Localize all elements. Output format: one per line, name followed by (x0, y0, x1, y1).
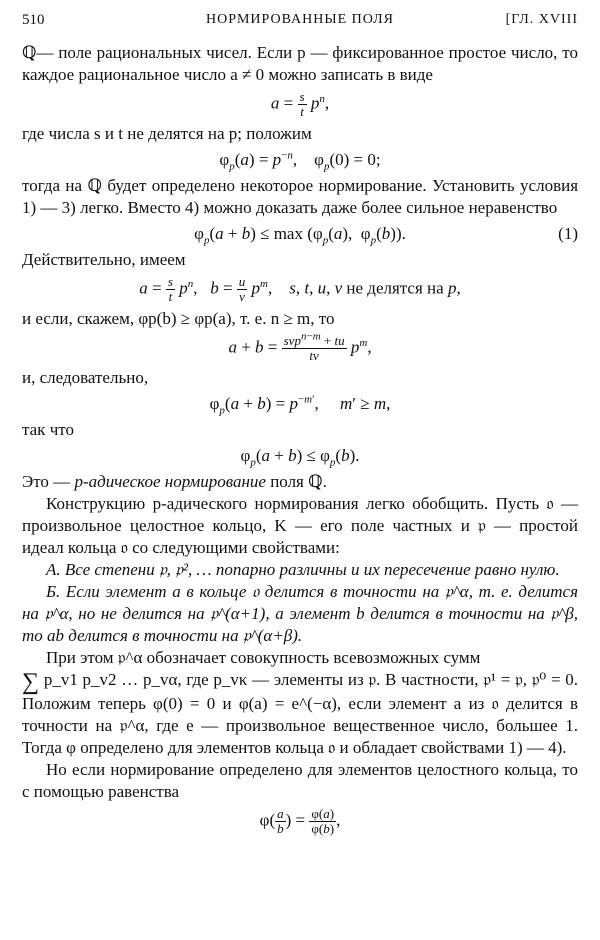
formula: a = $\frac{s}{t}$ $p^n$, (270, 89, 330, 119)
paragraph: ∑ p_v1 p_v2 … p_vα, где p_vκ — элементы из 𝔭. В частности, 𝔭¹ = 𝔭, 𝔭⁰ = 0. Положим теперь φ(0) = 0 и φ(a) = e^(−α), если элемент a из 𝔬 делится в точности на 𝔭^α, где e — произвольное вещественное число, большее 1. Тогда φ определено для элементов кольца 𝔬 и обладает свойствами 1) — 4). (22, 669, 578, 757)
formula: a = $\frac{s}{t}$ $p^n$, b = $\frac{u}{v}$ $p^m$, s, t, u, v не делятся на p, (139, 274, 461, 304)
formula: $\varphi_p(a + b) = p^{-m'}$, m′ ≥ m, (209, 393, 391, 417)
paragraph: Конструкцию p-адического нормирования легко обобщить. Пусть 𝔬 — произвольное целостное кольцо, K — его поле частных и 𝔭 — простой идеал кольца 𝔬 со следующими свойствами: (22, 494, 578, 557)
formula: $\varphi_p(a) = p^{-n}$, $\varphi_p(0) = 0$; (219, 149, 381, 173)
running-title: НОРМИРОВАННЫЕ ПОЛЯ (205, 12, 395, 27)
sum-symbol: ∑ (22, 669, 40, 695)
paragraph: Это — p-адическое нормирование поля ℚ. (22, 472, 327, 492)
paragraph: ℚ— поле рациональных чисел. Если p — фиксированное простое число, то каждое рациональное число a ≠ 0 можно записать в виде (22, 43, 578, 84)
paragraph: и, следовательно, (22, 368, 149, 387)
formula-1: $\varphi_p(a + b) \le \max (\varphi_p(a)$, $\varphi_p(b)$). (1) (194, 224, 578, 247)
page-body (22, 42, 578, 840)
paragraph: так что (22, 420, 74, 439)
property-b: Б. Если элемент a в кольце 𝔬 делится в точности на 𝔭^α, т. е. делится на 𝔭^α, но не делится на 𝔭^(α+1), а элемент b делится в точности на 𝔭^β, то ab делится в точности на 𝔭^(α+β). (22, 582, 578, 645)
formula: a + b = $\frac{svp^{n-m} + tu}{tv}$ $p^m$, (228, 330, 372, 363)
chapter-label: [ГЛ. XVIII (505, 12, 578, 27)
rationals-symbol: ℚ (22, 43, 37, 63)
paragraph: При этом 𝔭^α обозначает совокупность всевозможных сумм (46, 648, 481, 667)
formula: φ( $\frac{a}{b}$ ) = $\frac{\varphi(a)}{\varphi(b)}$ , (259, 806, 341, 836)
paragraph: Действительно, имеем (22, 250, 186, 269)
property-a: А. Все степени 𝔭, 𝔭², … попарно различны и их пересечение равно нулю. (46, 560, 560, 579)
formula: $\varphi_p(a + b) \le \varphi_p(b)$. (240, 446, 360, 469)
paragraph: тогда на ℚ будет определено некоторое нормирование. Установить условия 1) — 3) легко. Вместо 4) можно доказать даже более сильное неравенство (22, 176, 579, 217)
page-number: 510 (22, 12, 45, 28)
paragraph: где числа s и t не делятся на p; положим (22, 124, 312, 143)
running-header (22, 12, 578, 34)
equation-number: (1) (558, 224, 578, 243)
paragraph: и если, скажем, φp(b) ≥ φp(a), т. е. n ≥ m, то (22, 309, 335, 328)
paragraph: Но если нормирование определено для элементов целостного кольца, то с помощью равенства (22, 760, 578, 801)
